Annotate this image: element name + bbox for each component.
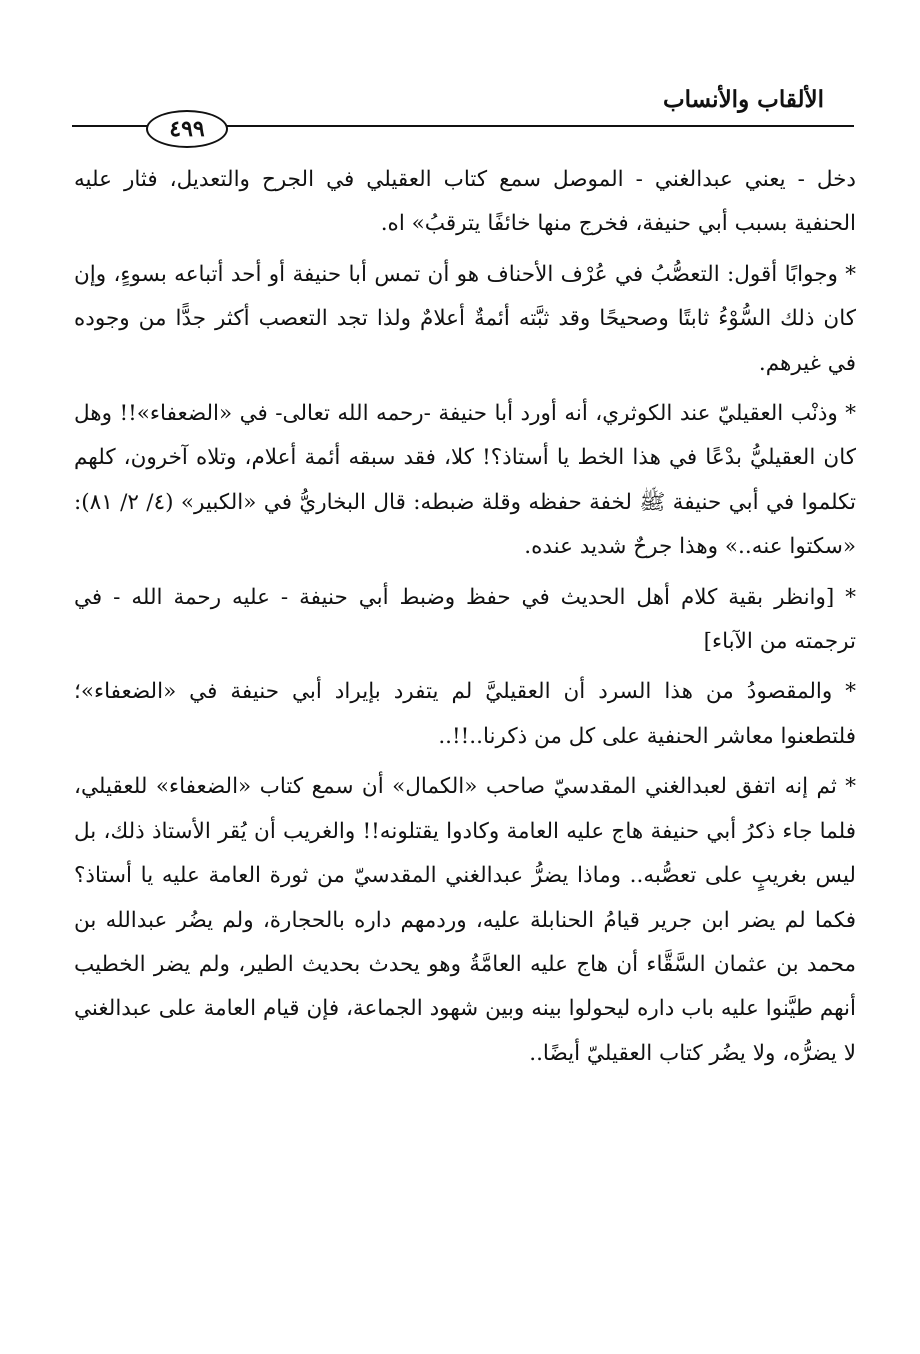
paragraph: * ثم إنه اتفق لعبدالغني المقدسيّ صاحب «الكمال» أن سمع كتاب «الضعفاء» للعقيلي، فلما جاء ذكرُ أبي حنيفة هاج عليه العامة وكادوا يقتلونه!! والغريب أن يُقر الأستاذ ذلك، بل ليس بغريبٍ على تعصُّبه.. وماذا يضرُّ عبدالغني المقدسيّ من ثورة العامة عليه يا أستاذ؟ فكما لم يضر ابن جرير قيامُ الحنابلة عليه، وردمهم داره بالحجارة، ولم يضُر عبدالله بن محمد بن عثمان السَّقَّاء أن هاج عليه العامَّةُ وهو يحدث بحديث الطير، ولم يضر الخطيب أنهم طيَّنوا عليه باب داره ليحولوا بينه وبين شهود الجماعة، فإن قيام العامة على عبدالغني لا يضرُّه، ولا يضُر كتاب العقيليّ أيضًا.. [74, 774, 856, 1066]
paragraph: * والمقصودُ من هذا السرد أن العقيليَّ لم يتفرد بإيراد أبي حنيفة في «الضعفاء»؛ فلتطعنوا معاشر الحنفية على كل من ذكرنا..!!.. [74, 679, 856, 749]
body-text [74, 158, 856, 1082]
page-number-badge: ٤٩٩ [146, 110, 228, 148]
paragraph: * وجوابًا أقول: التعصُّبُ في عُرْف الأحناف هو أن تمس أبا حنيفة أو أحد أتباعه بسوءٍ، وإن كان ذلك السُّوْءُ ثابتًا وصحيحًا وقد ثبَّته أئمةٌ أعلامٌ ولذا تجد التعصب أكثر جدًّا من وجوده في غيرهم. [74, 261, 856, 376]
paragraph: دخل - يعني عبدالغني - الموصل سمع كتاب العقيلي في الجرح والتعديل، فثار عليه الحنفية بسبب أبي حنيفة، فخرج منها خائفًا يترقبُ» اه. [74, 167, 856, 237]
header-rule-left [72, 125, 148, 127]
running-header-title: الألقاب والأنساب [662, 86, 824, 113]
paragraph: * وذنْب العقيليّ عند الكوثري، أنه أورد أبا حنيفة -رحمه الله تعالى- في «الضعفاء»!! وهل كان العقيليُّ بدْعًا في هذا الخط يا أستاذ؟! كلا، فقد سبقه أئمة أعلام، وتلاه آخرون، كلهم تكلموا في أبي حنيفة ﷺ لخفة حفظه وقلة ضبطه: قال البخاريُّ في «الكبير» (٤/ ٢/ ٨١): «سكتوا عنه..» وهذا جرحٌ شديد عنده. [74, 401, 857, 560]
header-rule-right [222, 125, 854, 127]
paragraph: * [وانظر بقية كلام أهل الحديث في حفظ وضبط أبي حنيفة - عليه رحمة الله - في ترجمته من الآباء] [74, 584, 856, 655]
